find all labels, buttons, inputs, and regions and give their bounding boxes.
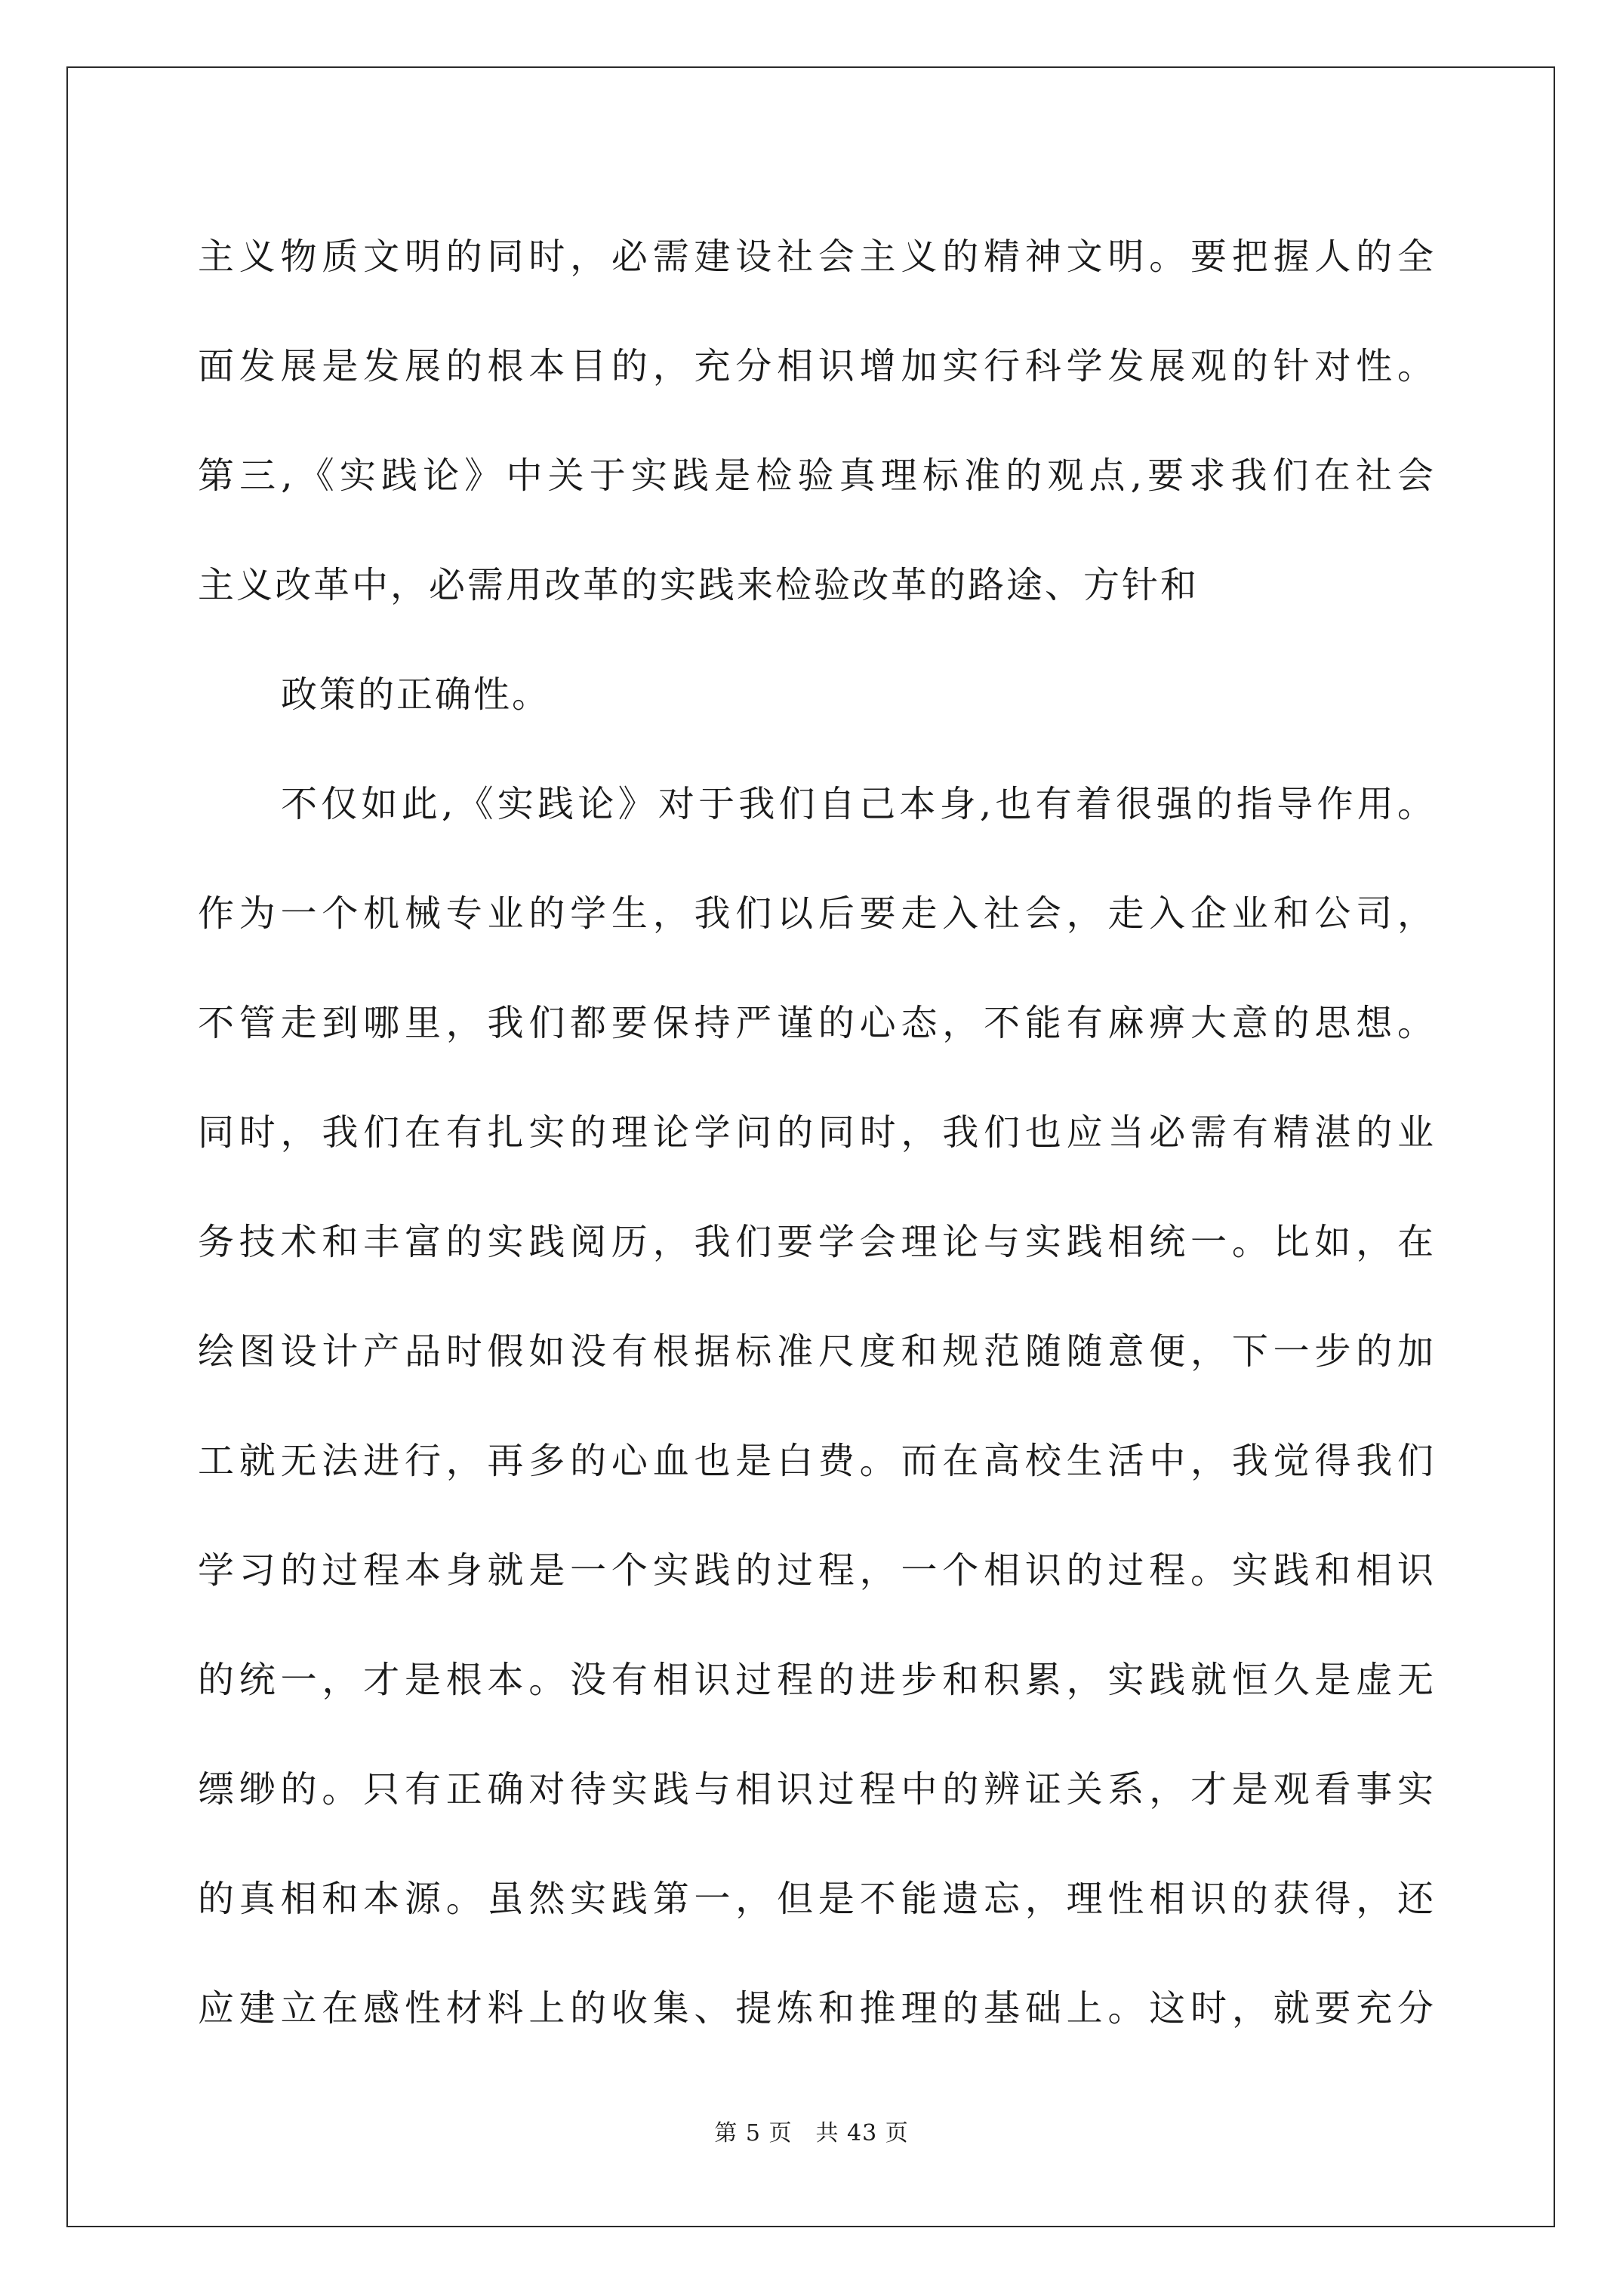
text-line: 绘图设计产品时假如没有根据标准尺度和规范随随意便，下一步的加 (198, 1330, 1436, 1373)
text-line: 同时，我们在有扎实的理论学问的同时，我们也应当必需有精湛的业 (198, 1111, 1436, 1154)
text-line: 缥缈的。只有正确对待实践与相识过程中的辨证关系，才是观看事实 (198, 1768, 1436, 1811)
text-line: 面发展是发展的根本目的，充分相识增加实行科学发展观的针对性。 (198, 345, 1436, 387)
text-line: 的真相和本源。虽然实践第一，但是不能遗忘，理性相识的获得，还 (198, 1878, 1436, 1920)
text-line: 工就无法进行，再多的心血也是白费。而在高校生活中，我觉得我们 (198, 1440, 1436, 1482)
text-line: 不管走到哪里，我们都要保持严谨的心态，不能有麻痹大意的思想。 (198, 1002, 1436, 1044)
text-line: 的统一，才是根本。没有相识过程的进步和积累，实践就恒久是虚无 (198, 1659, 1436, 1701)
text-line: 主义物质文明的同时，必需建设社会主义的精神文明。要把握人的全 (198, 236, 1436, 278)
text-line: 主义改革中，必需用改革的实践来检验改革的路途、方针和 (198, 564, 1200, 606)
text-line: 政策的正确性。 (281, 673, 551, 716)
text-line: 应建立在感性材料上的收集、提炼和推理的基础上。这时，就要充分 (198, 1987, 1436, 2029)
document-body (198, 202, 1436, 2063)
page-number-footer: 第 5 页 共 43 页 (714, 2120, 909, 2147)
paragraph-start-line: 不仅如此,《实践论》对于我们自己本身,也有着很强的指导作用。 (281, 783, 1436, 825)
text-line: 务技术和丰富的实践阅历，我们要学会理论与实践相统一。比如，在 (198, 1221, 1436, 1263)
text-line: 第三,《实践论》中关于实践是检验真理标准的观点,要求我们在社会 (198, 455, 1436, 497)
text-line: 作为一个机械专业的学生，我们以后要走入社会，走入企业和公司， (198, 892, 1436, 935)
text-line: 学习的过程本身就是一个实践的过程，一个相识的过程。实践和相识 (198, 1549, 1436, 1592)
